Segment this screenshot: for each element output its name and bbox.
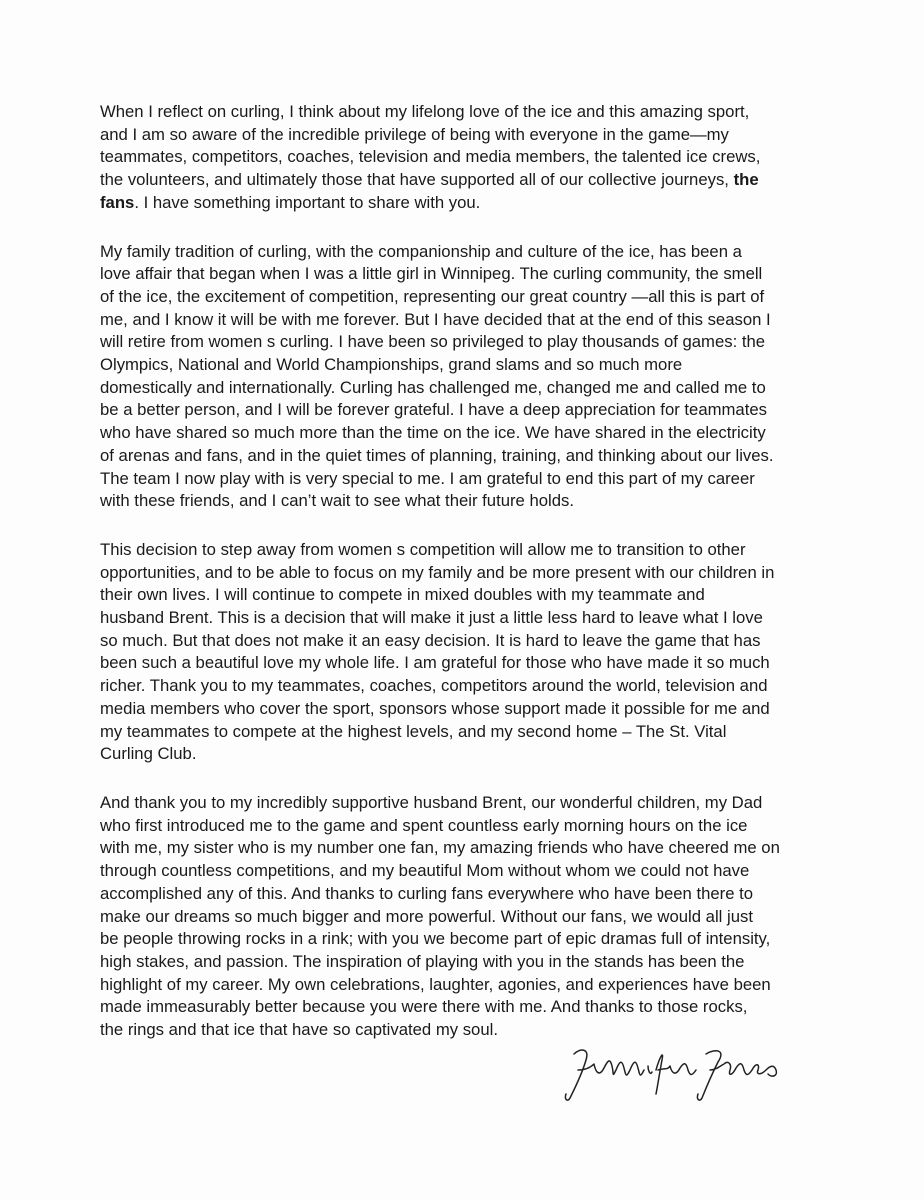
paragraph-1 bbox=[100, 101, 820, 215]
handwritten-signature bbox=[560, 1040, 800, 1110]
text-line: highlight of my career. My own celebrations, laughter, agonies, and experiences have been bbox=[100, 974, 771, 994]
text-line: be a better person, and I will be forever grateful. I have a deep appreciation for teammates bbox=[100, 400, 767, 420]
text-line: through countless competitions, and my beautiful Mom without whom we could not have bbox=[100, 861, 750, 881]
text-line: make our dreams so much bigger and more powerful. Without our fans, we would all just bbox=[100, 906, 753, 926]
text-line: who first introduced me to the game and spent countless early morning hours on the ice bbox=[100, 815, 748, 835]
text-line: And thank you to my incredibly supportive husband Brent, our wonderful children, my Dad bbox=[100, 792, 763, 812]
text-line: who have shared so much more than the time on the ice. We have shared in the electricity bbox=[100, 423, 766, 443]
text-line bbox=[100, 192, 820, 215]
signature-drawing bbox=[560, 1040, 800, 1110]
text-line: teammates, competitors, coaches, television and media members, the talented ice crews, bbox=[100, 147, 761, 167]
text-line: and I am so aware of the incredible privilege of being with everyone in the game—my bbox=[100, 124, 729, 144]
text-line: been such a beautiful love my whole life. I am grateful for those who have made it so much bbox=[100, 653, 770, 673]
text-line: This decision to step away from women s competition will allow me to transition to other bbox=[100, 539, 746, 559]
text-line: husband Brent. This is a decision that will make it just a little less hard to leave what I love bbox=[100, 608, 763, 628]
text-line: richer. Thank you to my teammates, coaches, competitors around the world, television and bbox=[100, 676, 768, 696]
text-line: My family tradition of curling, with the companionship and culture of the ice, has been a bbox=[100, 241, 742, 261]
paragraph-4 bbox=[100, 792, 820, 1042]
paragraph-3 bbox=[100, 539, 820, 766]
text-line: high stakes, and passion. The inspiration of playing with you in the stands has been the bbox=[100, 951, 745, 971]
text-line: opportunities, and to be able to focus on my family and be more present with our children in bbox=[100, 562, 775, 582]
text-line bbox=[100, 169, 820, 192]
text-line: domestically and internationally. Curling has challenged me, changed me and called me to bbox=[100, 377, 766, 397]
text-line: me, and I know it will be with me forever. But I have decided that at the end of this season I bbox=[100, 309, 771, 329]
text-line: Curling Club. bbox=[100, 744, 197, 764]
text-line: media members who cover the sport, sponsors whose support made it possible for me and bbox=[100, 698, 770, 718]
text-line: love affair that began when I was a little girl in Winnipeg. The curling community, the smell bbox=[100, 264, 763, 284]
text-line: so much. But that does not make it an easy decision. It is hard to leave the game that has bbox=[100, 630, 761, 650]
text-line: the rings and that ice that have so captivated my soul. bbox=[100, 1020, 498, 1040]
text-line: my teammates to compete at the highest levels, and my second home – The St. Vital bbox=[100, 721, 727, 741]
text-line: When I reflect on curling, I think about my lifelong love of the ice and this amazing sport, bbox=[100, 102, 750, 121]
text-line: of the ice, the excitement of competition, representing our great country —all this is part of bbox=[100, 286, 765, 306]
text-run: . I have something important to share with you. bbox=[134, 192, 481, 212]
bold-text: fans bbox=[100, 192, 135, 212]
paragraph-2 bbox=[100, 241, 820, 513]
text-line: be people throwing rocks in a rink; with you we become part of epic dramas full of intensity, bbox=[100, 929, 771, 949]
bold-text: the bbox=[733, 170, 759, 190]
text-line: with me, my sister who is my number one fan, my amazing friends who have cheered me on bbox=[100, 838, 780, 858]
text-line: The team I now play with is very special to me. I am grateful to end this part of my career bbox=[100, 468, 755, 488]
text-line: Olympics, National and World Championships, grand slams and so much more bbox=[100, 355, 683, 375]
text-line: made immeasurably better because you were there with me. And thanks to those rocks, bbox=[100, 997, 748, 1017]
text-run: the volunteers, and ultimately those that have supported all of our collective journeys, bbox=[100, 170, 729, 190]
text-line: with these friends, and I can’t wait to see what their future holds. bbox=[100, 491, 574, 511]
text-line: will retire from women s curling. I have been so privileged to play thousands of games: the bbox=[100, 332, 766, 352]
text-line: their own lives. I will continue to compete in mixed doubles with my teammate and bbox=[100, 585, 705, 605]
letter-body bbox=[100, 101, 820, 1068]
text-line: accomplished any of this. And thanks to curling fans everywhere who have been there to bbox=[100, 883, 754, 903]
text-line: of arenas and fans, and in the quiet times of planning, training, and thinking about our lives. bbox=[100, 445, 774, 465]
